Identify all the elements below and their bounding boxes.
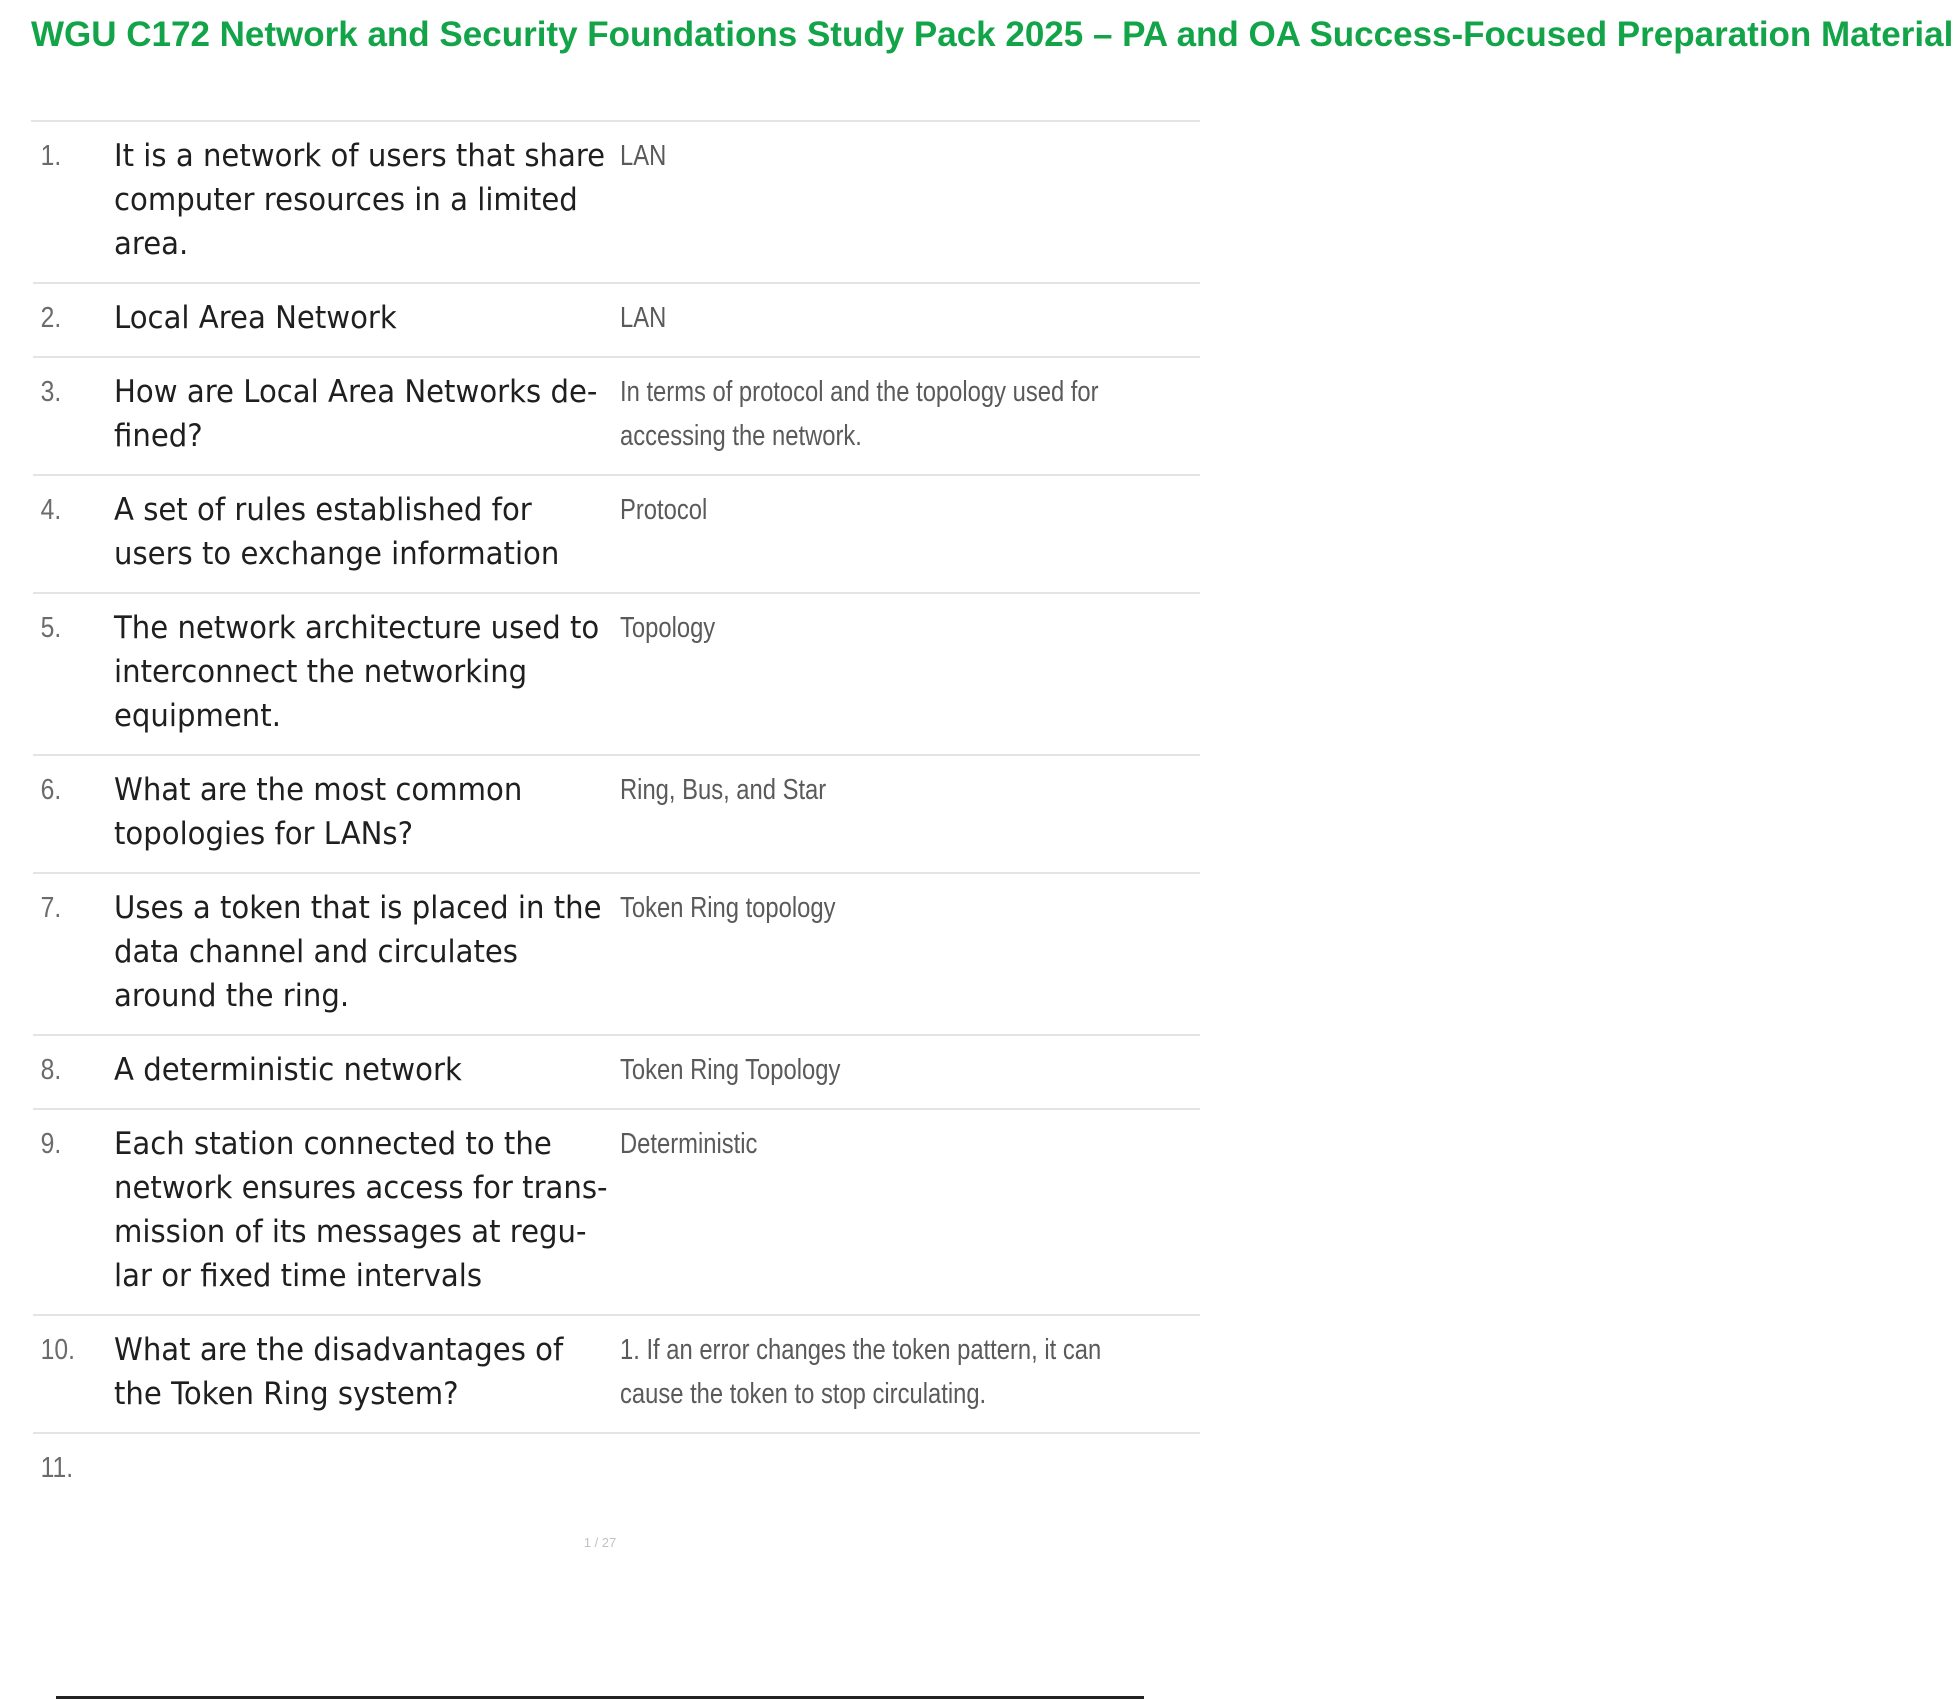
qa-row <box>33 284 1200 358</box>
item-answer <box>616 1446 1270 1490</box>
item-number: 8. <box>40 1054 62 1086</box>
page-indicator: 1 / 27 <box>583 1535 617 1550</box>
flashcard-list <box>33 122 1200 1506</box>
item-answer: LAN <box>620 140 667 172</box>
qa-row <box>33 122 1200 284</box>
qa-row <box>33 1036 1200 1110</box>
item-term: How are Local Area Networks de-fined? <box>114 374 598 454</box>
item-term: What are the most common topologies for LANs? <box>114 772 523 852</box>
item-term: A set of rules established for users to exchange information <box>114 492 560 572</box>
item-number: 7. <box>40 892 62 924</box>
qa-row <box>33 1316 1200 1434</box>
qa-row <box>33 1110 1200 1316</box>
item-term <box>114 1446 617 1490</box>
item-number: 3. <box>40 376 62 408</box>
item-term: Local Area Network <box>114 300 397 336</box>
item-term: A deterministic network <box>114 1052 462 1088</box>
item-number: 9. <box>40 1128 62 1160</box>
item-number: 1. <box>40 140 62 172</box>
page-title: WGU C172 Network and Security Foundations Study Pack 2025 – PA and OA Success-Focused Preparation Material <box>31 15 1953 54</box>
item-term: It is a network of users that share computer resources in a limited area. <box>114 138 606 262</box>
item-answer: Token Ring Topology <box>620 1054 841 1086</box>
footer-divider <box>56 1696 1144 1699</box>
qa-row <box>33 874 1200 1036</box>
qa-row <box>33 756 1200 874</box>
qa-row <box>33 358 1200 476</box>
item-number: 2. <box>40 302 62 334</box>
item-term: Each station connected to the network ensures access for trans-mission of its messages at regu-lar or fixed time intervals <box>114 1126 608 1294</box>
qa-row <box>33 476 1200 594</box>
item-number: 5. <box>40 612 62 644</box>
item-term: What are the disadvantages of the Token Ring system? <box>114 1332 564 1412</box>
item-term: Uses a token that is placed in the data channel and circulates around the ring. <box>114 890 602 1014</box>
item-number: 6. <box>40 774 62 806</box>
item-answer: Ring, Bus, and Star <box>620 774 827 806</box>
qa-row <box>33 1434 1200 1506</box>
item-answer: Protocol <box>620 494 708 526</box>
item-answer: 1. If an error changes the token pattern, it can cause the token to stop circulating. <box>620 1334 1102 1410</box>
qa-row <box>33 594 1200 756</box>
item-number: 10. <box>40 1334 75 1366</box>
item-answer: In terms of protocol and the topology used for accessing the network. <box>620 376 1099 452</box>
item-answer: Deterministic <box>620 1128 758 1160</box>
item-answer: Token Ring topology <box>620 892 836 924</box>
item-answer: Topology <box>620 612 716 644</box>
item-number: 11. <box>40 1452 74 1484</box>
item-term: The network architecture used to interconnect the networking equipment. <box>114 610 600 734</box>
item-answer: LAN <box>620 302 667 334</box>
item-number: 4. <box>40 494 62 526</box>
